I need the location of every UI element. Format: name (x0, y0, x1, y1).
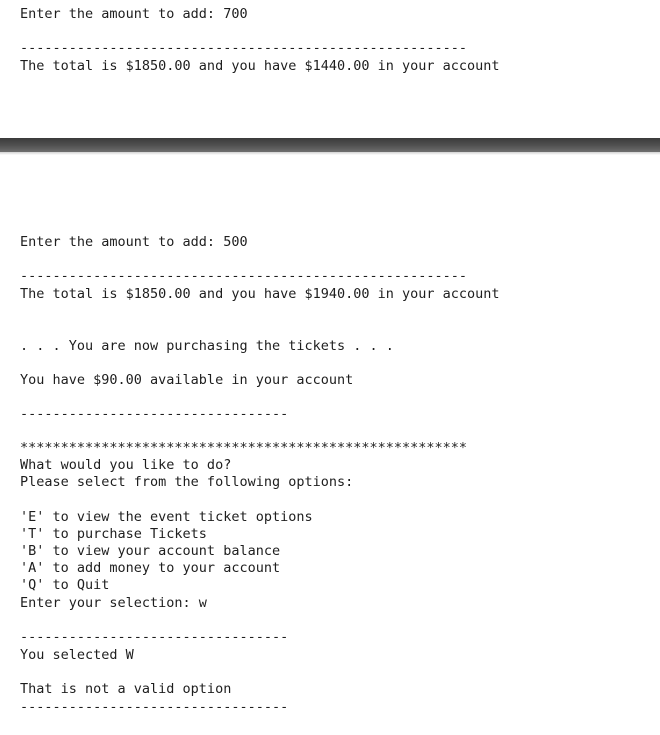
total-line: The total is $1850.00 and you have $1940.00 in your account (20, 286, 500, 302)
menu-option-e: 'E' to view the event ticket options (20, 509, 313, 525)
menu-option-q: 'Q' to Quit (20, 577, 110, 593)
separator-line: --------------------------------- (20, 629, 289, 645)
panel-divider (0, 138, 660, 152)
separator-line: ------------------------------------------------------- (20, 40, 468, 56)
amount-prompt-line: Enter the amount to add: 500 (20, 234, 248, 250)
purchasing-message: . . . You are now purchasing the tickets . . . (20, 338, 394, 354)
menu-question: What would you like to do? (20, 457, 232, 473)
menu-option-a: 'A' to add money to your account (20, 560, 281, 576)
available-balance-line: You have $90.00 available in your account (20, 372, 354, 388)
total-line: The total is $1850.00 and you have $1440.00 in your account (20, 58, 500, 74)
menu-option-b: 'B' to view your account balance (20, 543, 281, 559)
selected-option-line: You selected W (20, 647, 134, 663)
selection-prompt-line: Enter your selection: w (20, 595, 207, 611)
menu-option-t: 'T' to purchase Tickets (20, 526, 207, 542)
invalid-option-message: That is not a valid option (20, 681, 232, 697)
menu-instruction: Please select from the following options: (20, 474, 354, 490)
separator-line: ------------------------------------------------------- (20, 268, 468, 284)
separator-line: --------------------------------- (20, 406, 289, 422)
stars-line: ******************************************************* (20, 440, 468, 456)
separator-line: --------------------------------- (20, 699, 289, 715)
panel-divider-shadow (0, 152, 660, 155)
amount-prompt-line: Enter the amount to add: 700 (20, 6, 248, 22)
